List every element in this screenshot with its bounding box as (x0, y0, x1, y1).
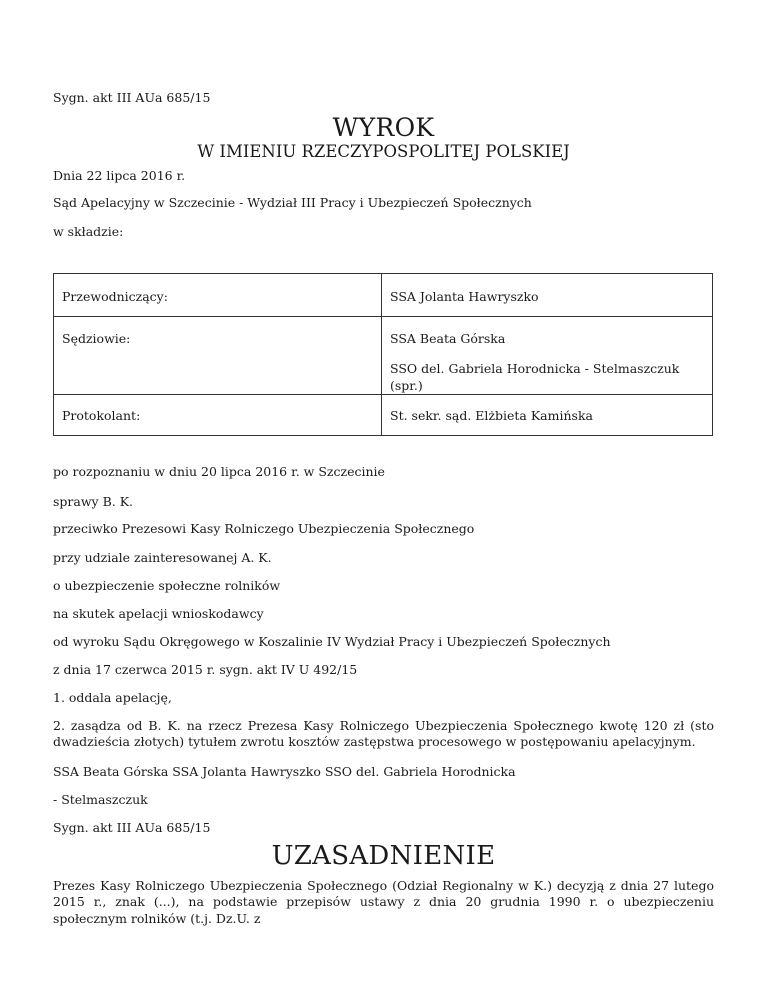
chair-label-cell (54, 274, 382, 317)
judges-names-cell (382, 317, 713, 395)
judgment-title: WYROK (332, 113, 435, 142)
body-line: przeciwko Prezesowi Kasy Rolniczego Ubezpieczenia Społecznego (53, 521, 475, 536)
judgment-date: Dnia 22 lipca 2016 r. (53, 168, 186, 183)
table-row (54, 394, 713, 435)
judge-2-name: SSO del. Gabriela Horodnicka - Stelmaszczuk (spr.) (390, 361, 680, 393)
justification-title: UZASADNIENIE (271, 841, 496, 871)
body-line: po rozpoznaniu w dniu 20 lipca 2016 r. w Szczecinie (53, 464, 385, 479)
table-row (54, 274, 713, 317)
clerk-name-cell (382, 394, 713, 435)
clerk-label: Protokolant: (62, 407, 141, 423)
body-line: z dnia 17 czerwca 2015 r. sygn. akt IV U 492/15 (53, 662, 358, 677)
chair-label: Przewodniczący: (62, 289, 168, 304)
body-line: sprawy B. K. (53, 494, 134, 509)
body-line: od wyroku Sądu Okręgowego w Koszalinie IV Wydział Pracy i Ubezpieczeń Społecznych (53, 634, 611, 649)
verdict-point-1: 1. oddala apelację, (53, 690, 172, 705)
judge-1-name: SSA Beata Górska (390, 331, 506, 346)
justification-case-reference: Sygn. akt III AUa 685/15 (53, 820, 211, 835)
chair-name: SSA Jolanta Hawryszko (390, 289, 539, 304)
body-line: przy udziale zainteresowanej A. K. (53, 550, 272, 565)
table-row (54, 317, 713, 395)
body-line: na skutek apelacji wnioskodawcy (53, 606, 264, 621)
clerk-label-cell (54, 394, 382, 435)
court-composition-table (53, 273, 713, 436)
body-line: o ubezpieczenie społeczne rolników (53, 578, 281, 593)
signatures-line-1: SSA Beata Górska SSA Jolanta Hawryszko SSO del. Gabriela Horodnicka (53, 764, 516, 779)
judgment-subtitle: W IMIENIU RZECZYPOSPOLITEJ POLSKIEJ (197, 142, 570, 161)
case-reference: Sygn. akt III AUa 685/15 (53, 90, 211, 105)
signatures-line-2: - Stelmaszczuk (53, 792, 148, 807)
verdict-point-2: 2. zasądza od B. K. na rzecz Prezesa Kasy Rolniczego Ubezpieczenia Społecznego kwotę 120 zł (sto dwadzieścia złotych) tytułem zwrotu kosztów zastępstwa procesowego w postępowaniu apelacyjnym. (53, 718, 714, 750)
composition-intro: w składzie: (53, 224, 124, 239)
chair-name-cell (382, 274, 713, 317)
judges-label-cell (54, 317, 382, 395)
court-name: Sąd Apelacyjny w Szczecinie - Wydział III Pracy i Ubezpieczeń Społecznych (53, 195, 532, 210)
judges-label: Sędziowie: (62, 331, 131, 346)
clerk-name: St. sekr. sąd. Elżbieta Kamińska (390, 407, 593, 423)
justification-paragraph: Prezes Kasy Rolniczego Ubezpieczenia Społecznego (Odział Regionalny w K.) decyzją z dnia 27 lutego 2015 r., znak (...), na podstawie przepisów ustawy z dnia 20 grudnia 1990 r. o ubezpieczeniu społecznym rolników (t.j. Dz.U. z (53, 878, 714, 926)
